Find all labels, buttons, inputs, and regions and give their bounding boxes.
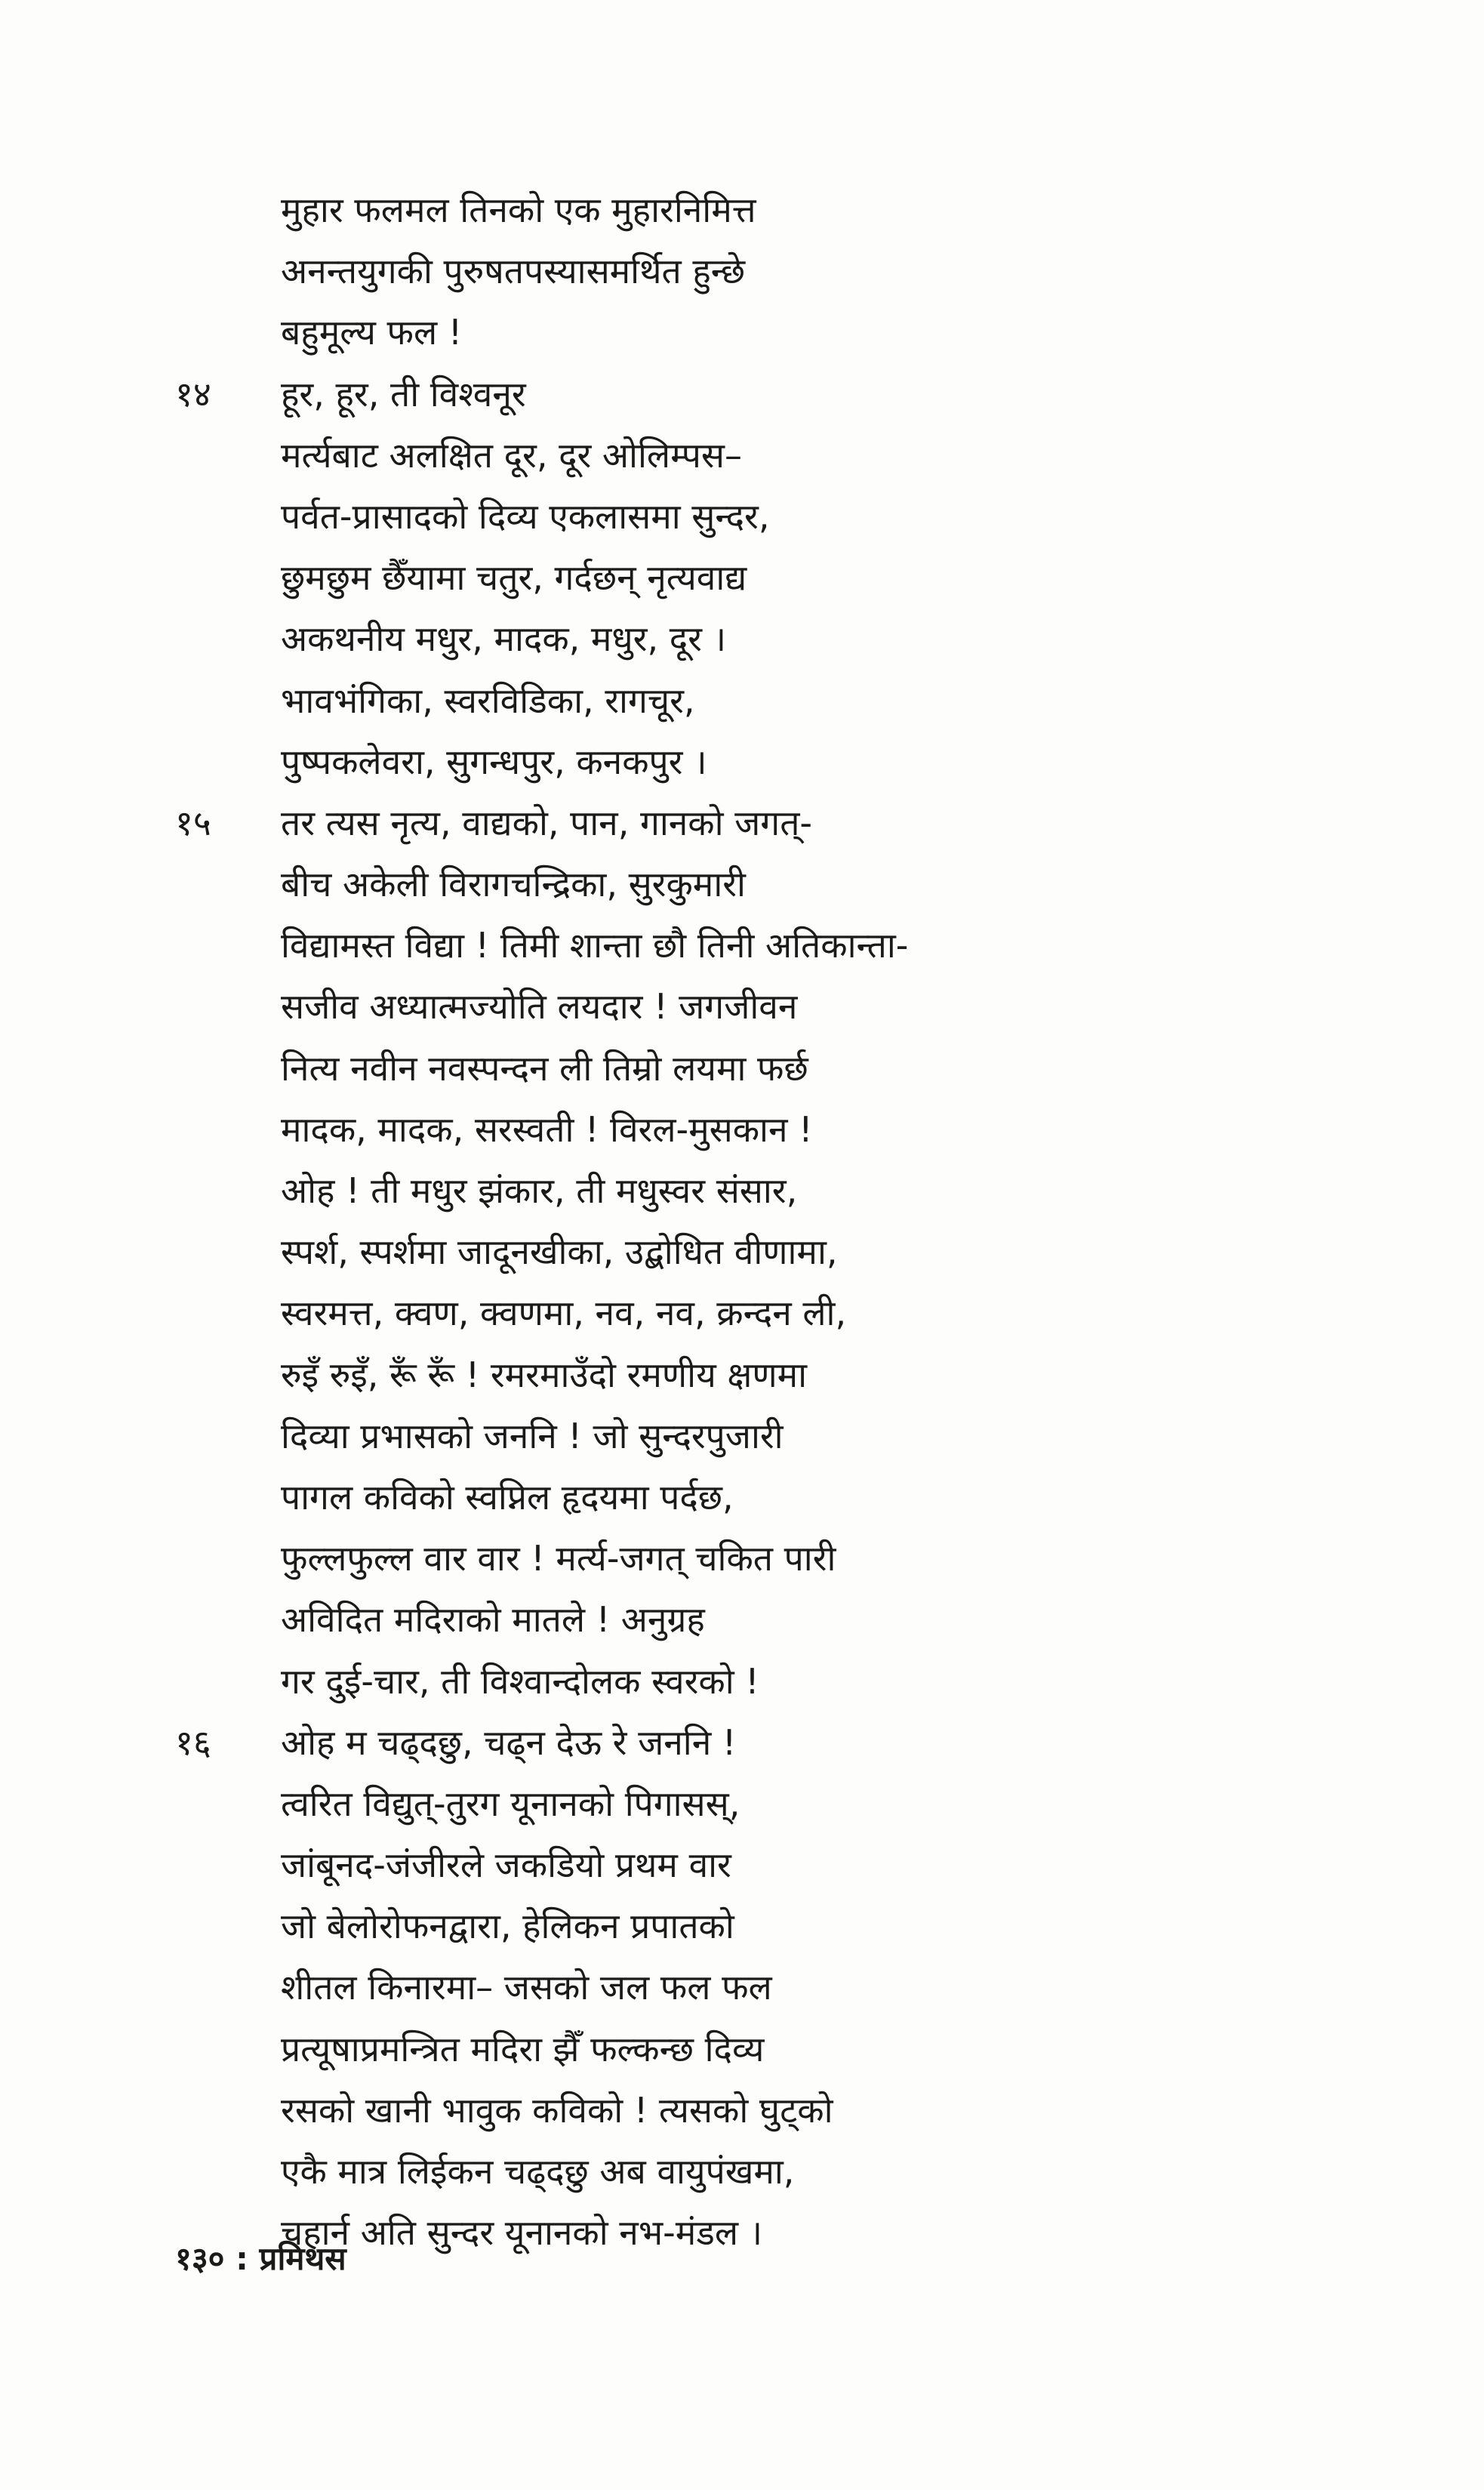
- poem-line: [0, 1406, 1484, 1467]
- poem-line: [0, 1160, 1484, 1222]
- poem-line-text: अनन्तयुगकी पुरुषतपस्यासमर्थित हुन्छे: [281, 251, 746, 292]
- poem-line: [0, 1589, 1484, 1650]
- poem-line-text: शीतल किनारमा– जसको जल फल फल: [281, 1967, 772, 2008]
- poem-line-text: तर त्यस नृत्य, वाद्यको, पान, गानको जगत्-: [281, 802, 813, 843]
- poem-line-text: बहुमूल्य फल !: [281, 312, 463, 353]
- poem-line-text: फुल्लफुल्ल वार वार ! मर्त्य-जगत् चकित पारी: [281, 1538, 836, 1579]
- poem-line: [0, 547, 1484, 609]
- poem-line-text: सजीव अध्यात्मज्योति लयदार ! जगजीवन: [281, 986, 798, 1028]
- poem-line: [0, 915, 1484, 976]
- poem-line: [0, 2141, 1484, 2202]
- poem-line-text: ओह म चढ्दछु, चढ्न देऊ रे जननि !: [281, 1721, 737, 1763]
- poem-body: [0, 180, 1484, 2263]
- poem-line: [0, 1222, 1484, 1283]
- poem-line-text: अविदित मदिराको मातले ! अनुग्रह: [281, 1599, 705, 1641]
- poem-line-text: मादक, मादक, सरस्वती ! विरल-मुसकान !: [281, 1108, 813, 1150]
- stanza-number: १५: [175, 802, 211, 843]
- poem-line-text: छुमछुम छैँयामा चतुर, गर्दछन् नृत्यवाद्य: [281, 557, 747, 599]
- poem-line-text: चहार्न अति सुन्दर यूनानको नभ-मंडल ।: [281, 2212, 763, 2254]
- poem-line-text: अकथनीय मधुर, मादक, मधुर, दूर ।: [281, 618, 727, 660]
- poem-line-text: गर दुई-चार, ती विश्वान्दोलक स्वरको !: [281, 1660, 759, 1702]
- poem-line: [0, 486, 1484, 547]
- poem-line-text: मुहार फलमल तिनको एक मुहारनिमित्त: [281, 190, 756, 230]
- poem-line-text: पर्वत-प्रासादको दिव्य एकलासमा सुन्दर,: [281, 495, 770, 537]
- poem-line-text: विद्यामस्त विद्या ! तिमी शान्ता छौ तिनी अतिकान्ता-: [281, 925, 909, 966]
- poem-line: [0, 1957, 1484, 2018]
- poem-line: [0, 976, 1484, 1037]
- poem-line-text: ओह ! ती मधुर झंकार, ती मधुस्वर संसार,: [281, 1170, 798, 1211]
- poem-line: [0, 241, 1484, 302]
- poem-line: [0, 854, 1484, 915]
- stanza-number: १६: [175, 1721, 211, 1763]
- poem-line-text: नित्य नवीन नवस्पन्दन ली तिम्रो लयमा फर्छ: [281, 1047, 808, 1089]
- poem-line-text: बीच अकेली विरागचन्द्रिका, सुरकुमारी: [281, 864, 746, 905]
- poem-line: [0, 1835, 1484, 1896]
- poem-line-text: स्वरमत्त, क्वण, क्वणमा, नव, नव, क्रन्दन ली,: [281, 1293, 847, 1334]
- poem-line-text: रसको खानी भावुक कविको ! त्यसको घुट्को: [281, 2089, 833, 2131]
- poem-line: [0, 1283, 1484, 1344]
- poem-line: [0, 1712, 1484, 1774]
- poem-line-text: हूर, हूर, ती विश्वनूर: [281, 373, 526, 414]
- poem-line-text: पुष्पकलेवरा, सुगन्धपुर, कनकपुर ।: [281, 741, 707, 782]
- poem-line: [0, 793, 1484, 854]
- page-footer: १३० : प्रमिथस: [175, 2240, 346, 2277]
- poem-line-text: दिव्या प्रभासको जननि ! जो सुन्दरपुजारी: [281, 1415, 784, 1456]
- poem-line-text: एकै मात्र लिईकन चढ्दछु अब वायुपंखमा,: [281, 2151, 795, 2192]
- poem-line-text: स्पर्श, स्पर्शमा जादूनखीका, उद्बोधित वीणामा,: [281, 1231, 838, 1273]
- poem-line: [0, 670, 1484, 732]
- poem-line: [0, 425, 1484, 486]
- poem-line-text: त्वरित विद्युत्-तुरग यूनानको पिगासस्,: [281, 1783, 740, 1824]
- poem-line-text: रुइँ रुइँ, रूँ रूँ ! रमरमाउँदो रमणीय क्षणमा: [281, 1354, 808, 1395]
- poem-line: [0, 1528, 1484, 1589]
- poem-line-text: भावभंगिका, स्वरविडिका, रागचूर,: [281, 680, 695, 721]
- poem-line-text: प्रत्यूषाप्रमन्त्रित मदिरा झैँ फल्कन्छ दिव्य: [281, 2028, 765, 2069]
- poem-line-text: जांबूनद-जंजीरले जकडियो प्रथम वार: [281, 1844, 731, 1886]
- poem-line: [0, 609, 1484, 670]
- poem-line: [0, 1099, 1484, 1160]
- poem-line-text: जो बेलोरोफनद्वारा, हेलिकन प्रपातको: [281, 1906, 734, 1947]
- poem-line: [0, 1651, 1484, 1712]
- poem-line: [0, 2080, 1484, 2141]
- poem-line: [0, 2019, 1484, 2080]
- stanza-number: १४: [175, 373, 211, 414]
- poem-line: [0, 1467, 1484, 1528]
- poem-line: [0, 364, 1484, 425]
- poem-line-text: पागल कविको स्वप्निल हृदयमा पर्दछ,: [281, 1476, 734, 1518]
- poem-line: [0, 1345, 1484, 1406]
- poem-line: [0, 302, 1484, 363]
- poem-line: [0, 1896, 1484, 1957]
- poem-line: [0, 732, 1484, 793]
- poem-line: [0, 1038, 1484, 1099]
- poem-line: [0, 1774, 1484, 1835]
- poem-line-text: मर्त्यबाट अलक्षित दूर, दूर ओलिम्पस–: [281, 434, 742, 476]
- poem-line: [0, 180, 1484, 241]
